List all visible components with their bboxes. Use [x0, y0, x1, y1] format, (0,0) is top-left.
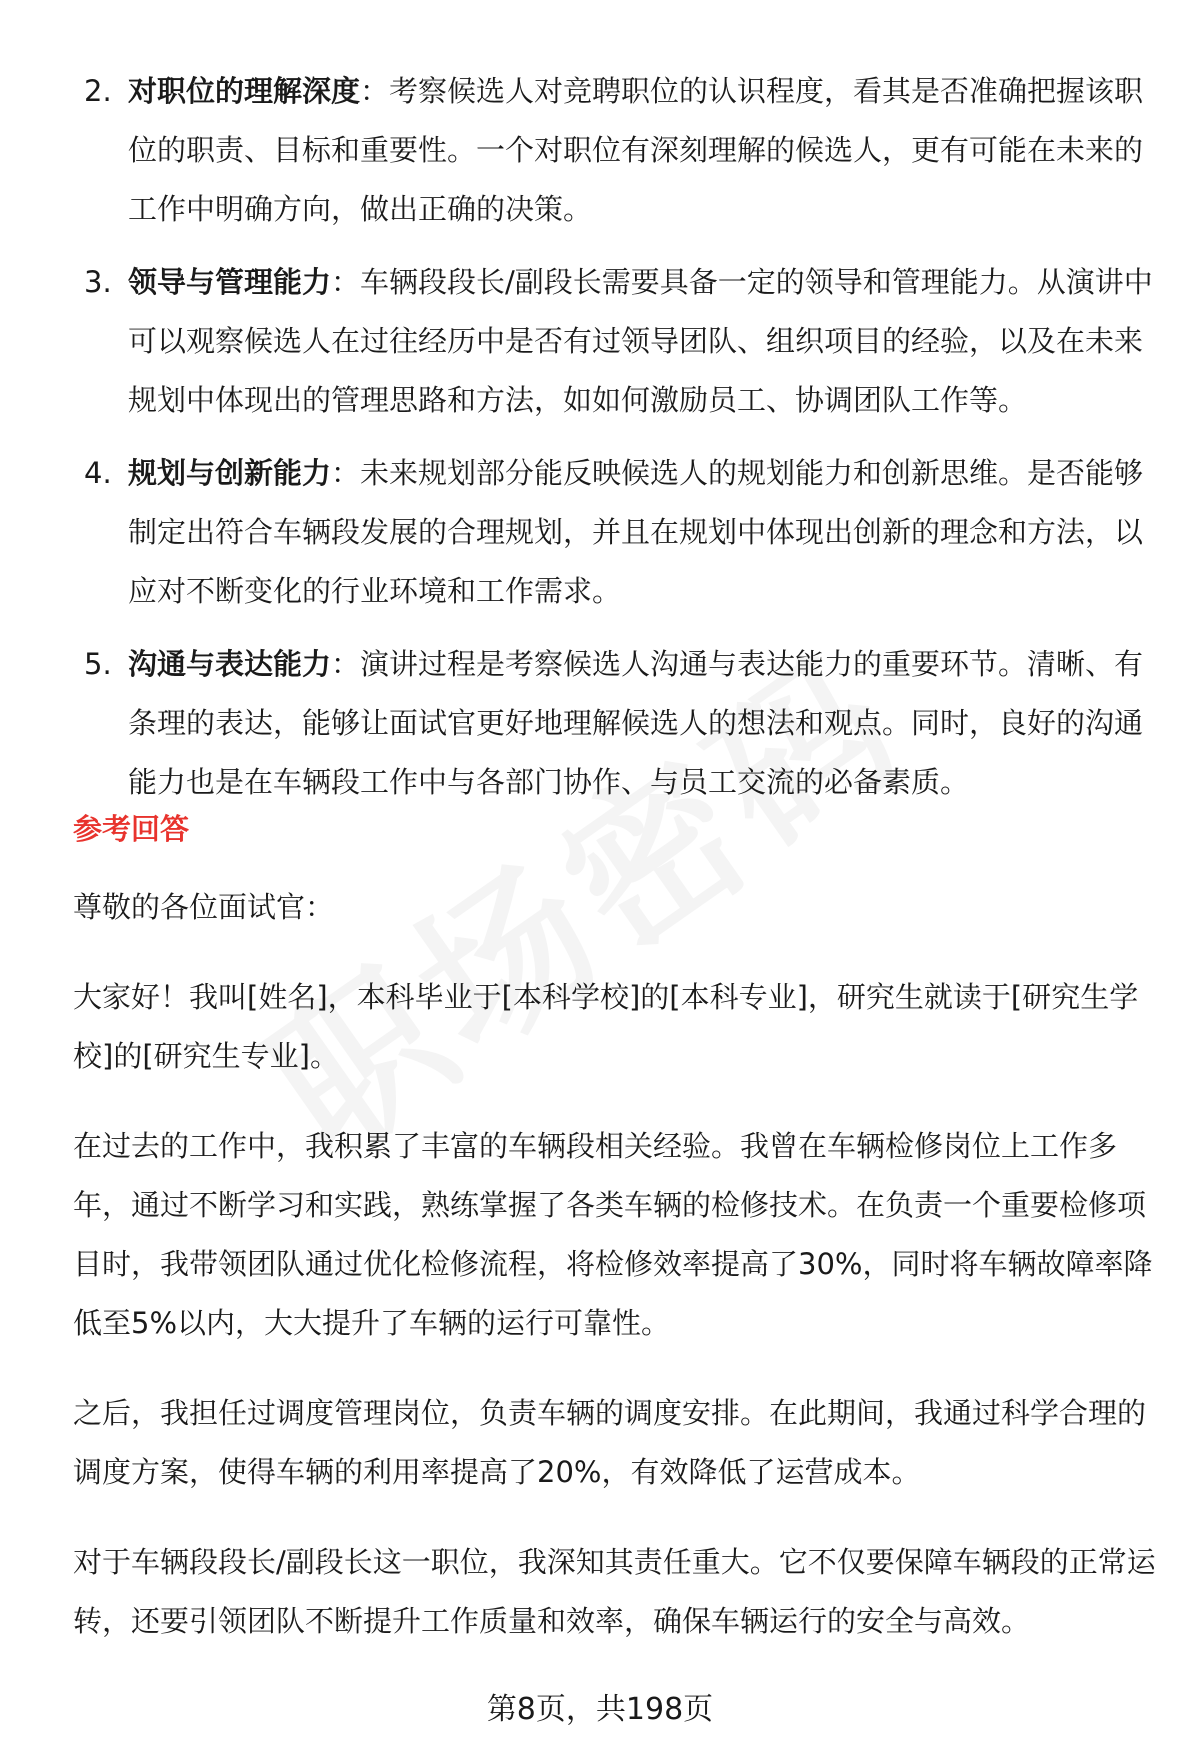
criterion-text: 演讲过程是考察候选人沟通与表达能力的重要环节。清晰、有条理的表达，能够让面试官更好地理解候选人的想法和观点。同时，良好的沟通能力也是在车辆段工作中与各部门协作、与员工交流的必备素质。	[128, 647, 1144, 799]
criterion-separator: ：	[331, 456, 361, 490]
list-item	[0, 253, 1200, 430]
section-heading: 参考回答	[73, 812, 190, 846]
list-item	[0, 635, 1200, 812]
list-item	[0, 444, 1200, 621]
criterion-separator: ：	[360, 74, 390, 108]
answer-paragraph: 大家好！我叫[姓名]，本科毕业于[本科学校]的[本科专业]，研究生就读于[研究生学校]的[研究生专业]。	[73, 980, 1139, 1073]
criterion-term: 沟通与表达能力	[128, 647, 332, 681]
criterion-text: 考察候选人对竞聘职位的认识程度，看其是否准确把握该职位的职责、目标和重要性。一个对职位有深刻理解的候选人，更有可能在未来的工作中明确方向，做出正确的决策。	[128, 74, 1144, 226]
answer-paragraph: 之后，我担任过调度管理岗位，负责车辆的调度安排。在此期间，我通过科学合理的调度方案，使得车辆的利用率提高了20%，有效降低了运营成本。	[73, 1396, 1147, 1489]
page-number-footer: 第8页，共198页	[486, 1692, 714, 1727]
list-number: 3.	[84, 265, 112, 299]
criterion-separator: ：	[331, 265, 361, 299]
criterion-text: 车辆段段长/副段长需要具备一定的领导和管理能力。从演讲中可以观察候选人在过往经历中是否有过领导团队、组织项目的经验，以及在未来规划中体现出的管理思路和方法，如如何激励员工、协调团队工作等。	[128, 265, 1153, 417]
criterion-term: 领导与管理能力	[128, 265, 332, 299]
criteria-list	[0, 62, 1200, 826]
list-number: 2.	[84, 74, 112, 108]
criterion-term: 规划与创新能力	[128, 456, 332, 490]
answer-paragraph: 在过去的工作中，我积累了丰富的车辆段相关经验。我曾在车辆检修岗位上工作多年，通过不断学习和实践，熟练掌握了各类车辆的检修技术。在负责一个重要检修项目时，我带领团队通过优化检修流程，将检修效率提高了30%，同时将车辆故障率降低至5%以内，大大提升了车辆的运行可靠性。	[73, 1129, 1153, 1340]
answer-paragraph: 尊敬的各位面试官：	[73, 890, 335, 924]
answer-body	[73, 878, 1163, 1682]
answer-paragraph: 对于车辆段段长/副段长这一职位，我深知其责任重大。它不仅要保障车辆段的正常运转，还要引领团队不断提升工作质量和效率，确保车辆运行的安全与高效。	[73, 1545, 1156, 1638]
criterion-text: 未来规划部分能反映候选人的规划能力和创新思维。是否能够制定出符合车辆段发展的合理规划，并且在规划中体现出创新的理念和方法，以应对不断变化的行业环境和工作需求。	[128, 456, 1144, 608]
criterion-separator: ：	[331, 647, 361, 681]
list-number: 4.	[84, 456, 112, 490]
list-item	[0, 62, 1200, 239]
list-number: 5.	[84, 647, 112, 681]
criterion-term: 对职位的理解深度	[128, 74, 361, 108]
